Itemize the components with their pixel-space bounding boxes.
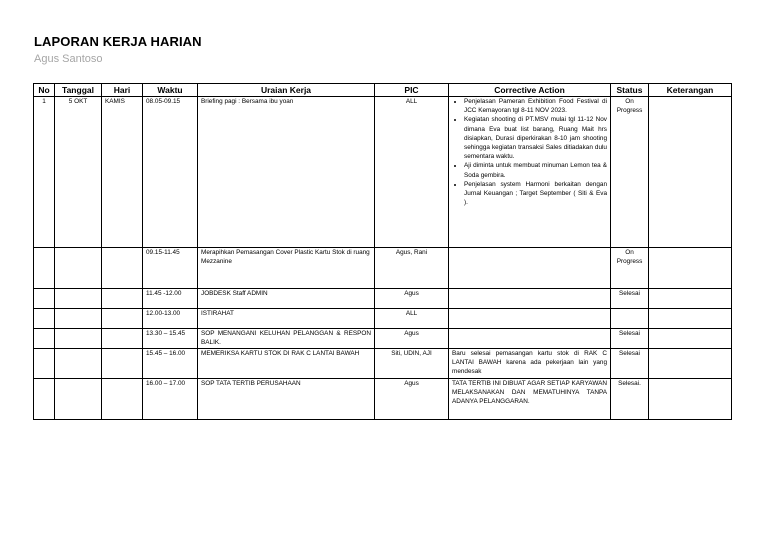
cell-keterangan <box>649 379 732 420</box>
cell-keterangan <box>649 329 732 349</box>
cell-corrective-action <box>449 309 611 329</box>
cell-tanggal: 5 OKT <box>55 97 102 248</box>
cell-pic: Agus <box>375 329 449 349</box>
cell-no <box>34 329 55 349</box>
action-item: • Kegiatan shooting di PT.MSV mulai tgl 11-12 Nov dimana Eva buat list barang, Ruang Mait hrs disiapkan, Durasi diperkirakan 8-10 jam shooting sehingga kegiatan transaksi Sales ditiadakan dulu sementara waktu. <box>464 115 607 161</box>
action-item: • Aji diminta untuk membuat minuman Lemon tea & Soda gembira. <box>464 161 607 179</box>
cell-uraian: MEMERIKSA KARTU STOK DI RAK C LANTAI BAWAH <box>198 349 375 379</box>
cell-pic: Agus <box>375 379 449 420</box>
cell-uraian: JOBDESK Staff ADMIN <box>198 289 375 309</box>
cell-hari <box>102 289 143 309</box>
cell-tanggal <box>55 379 102 420</box>
cell-corrective-action <box>449 248 611 289</box>
cell-pic: Agus <box>375 289 449 309</box>
header-waktu: Waktu <box>143 84 198 97</box>
cell-corrective-action: TATA TERTIB INI DIBUAT AGAR SETIAP KARYAWAN MELAKSANAKAN DAN MEMATUHINYA TANPA ADANYA PELANGGARAN. <box>449 379 611 420</box>
header-tanggal: Tanggal <box>55 84 102 97</box>
header-pic: PIC <box>375 84 449 97</box>
table-row <box>34 349 732 379</box>
table-header-row <box>34 84 732 97</box>
cell-status: On Progress <box>611 248 649 289</box>
cell-no <box>34 289 55 309</box>
cell-hari <box>102 309 143 329</box>
table-row <box>34 248 732 289</box>
header-corrective-action: Corrective Action <box>449 84 611 97</box>
table-row <box>34 97 732 248</box>
cell-status <box>611 309 649 329</box>
cell-tanggal <box>55 349 102 379</box>
cell-hari <box>102 349 143 379</box>
cell-status: Selesai <box>611 329 649 349</box>
table-row <box>34 329 732 349</box>
cell-hari <box>102 248 143 289</box>
cell-no <box>34 248 55 289</box>
cell-status: Selesai <box>611 349 649 379</box>
cell-tanggal <box>55 309 102 329</box>
cell-no <box>34 349 55 379</box>
cell-uraian: Briefing pagi : Bersama ibu yoan <box>198 97 375 248</box>
header-no: No <box>34 84 55 97</box>
table-row <box>34 289 732 309</box>
cell-uraian: Merapihkan Pemasangan Cover Plastic Kartu Stok di ruang Mezzanine <box>198 248 375 289</box>
cell-corrective-action <box>449 329 611 349</box>
cell-tanggal <box>55 329 102 349</box>
cell-waktu: 09.15-11.45 <box>143 248 198 289</box>
cell-waktu: 13.30 – 15.45 <box>143 329 198 349</box>
cell-keterangan <box>649 349 732 379</box>
cell-hari <box>102 329 143 349</box>
cell-corrective-action <box>449 289 611 309</box>
cell-corrective-action: Baru selesai pemasangan kartu stok di RAK C LANTAI BAWAH karena ada pekerjaan lain yang mendesak <box>449 349 611 379</box>
cell-status: Selesai. <box>611 379 649 420</box>
report-author: Agus Santoso <box>34 53 103 65</box>
header-hari: Hari <box>102 84 143 97</box>
cell-uraian: ISTIRAHAT <box>198 309 375 329</box>
cell-hari: KAMIS <box>102 97 143 248</box>
cell-uraian: SOP MENANGANI KELUHAN PELANGGAN & RESPON BALIK. <box>198 329 375 349</box>
daily-work-table <box>33 83 732 420</box>
header-status: Status <box>611 84 649 97</box>
cell-keterangan <box>649 248 732 289</box>
cell-corrective-action <box>449 97 611 248</box>
cell-pic: ALL <box>375 309 449 329</box>
cell-uraian: SOP TATA TERTIB PERUSAHAAN <box>198 379 375 420</box>
header-uraian-kerja: Uraian Kerja <box>198 84 375 97</box>
report-title: LAPORAN KERJA HARIAN <box>34 34 202 49</box>
cell-hari <box>102 379 143 420</box>
cell-no <box>34 309 55 329</box>
cell-waktu: 11.45 -12.00 <box>143 289 198 309</box>
cell-waktu: 08.05-09.15 <box>143 97 198 248</box>
cell-keterangan <box>649 309 732 329</box>
table-row <box>34 309 732 329</box>
table-row <box>34 379 732 420</box>
cell-waktu: 16.00 – 17.00 <box>143 379 198 420</box>
cell-keterangan <box>649 97 732 248</box>
cell-pic: Agus, Rani <box>375 248 449 289</box>
action-item: • Penjelasan system Harmoni berkaitan dengan Jurnal Keuangan ; Target September ( Siti & Eva ). <box>464 180 607 208</box>
action-item: • Penjelasan Pameran Exhibition Food Festival di JCC Kemayoran tgl 8-11 NOV 2023. <box>464 97 607 115</box>
cell-waktu: 15.45 – 16.00 <box>143 349 198 379</box>
cell-pic: ALL <box>375 97 449 248</box>
cell-keterangan <box>649 289 732 309</box>
cell-status: On Progress <box>611 97 649 248</box>
cell-status: Selesai <box>611 289 649 309</box>
cell-no: 1 <box>34 97 55 248</box>
cell-tanggal <box>55 248 102 289</box>
cell-tanggal <box>55 289 102 309</box>
cell-pic: Siti, UDIN, AJI <box>375 349 449 379</box>
header-keterangan: Keterangan <box>649 84 732 97</box>
cell-no <box>34 379 55 420</box>
cell-waktu: 12.00-13.00 <box>143 309 198 329</box>
action-list <box>452 97 607 207</box>
